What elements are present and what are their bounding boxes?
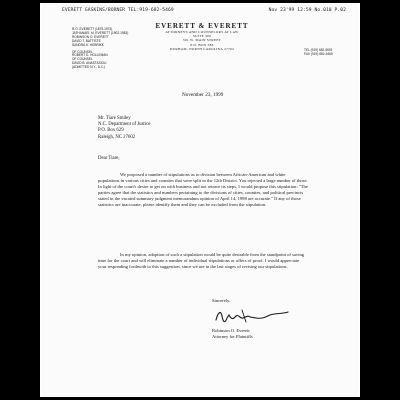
- signature-block: [212, 328, 253, 340]
- firm-po-box: P.O. BOX 586: [190, 42, 214, 47]
- recipient-line: Mr. Tiare Smiley: [98, 116, 131, 121]
- attorney-list: [72, 28, 134, 70]
- of-counsel-line: OF COUNSEL: [72, 57, 93, 62]
- signer-name: Robinson O. Everett: [212, 328, 250, 333]
- closing: Sincerely,: [212, 298, 231, 303]
- firm-fax: FAX (919) 682-5469: [304, 52, 333, 56]
- firm-phone: TEL (919) 682-5691: [304, 48, 333, 52]
- firm-contact: [304, 48, 352, 56]
- firm-city: DURHAM, NORTH CAROLINA 27702: [169, 46, 235, 51]
- firm-suite: SUITE 300: [192, 34, 212, 39]
- recipient-line: Raleigh, NC 27602: [98, 134, 136, 140]
- firm-name: EVERETT & EVERETT: [155, 22, 249, 30]
- recipient-line: N.C. Department of Justice: [98, 122, 151, 128]
- attorney-name: JATHANAEL M. EVERETT (1902-1953): [72, 30, 129, 35]
- fax-timestamp-line: Nov 23'99 12:59 No.010 P.02: [268, 8, 346, 13]
- of-counsel-line: (ADMITTED N.Y., D.C.): [72, 65, 106, 70]
- letter-date: November 23, 1999: [182, 92, 224, 98]
- firm-street: 301 W. MAIN STREET: [182, 38, 222, 43]
- of-counsel-line: OF COUNSEL: [72, 49, 93, 54]
- letterhead: [142, 22, 262, 51]
- recipient-address: [98, 116, 150, 141]
- handwritten-signature: [212, 306, 292, 328]
- body-paragraph: In my opinion, adoption of such a stipulation would be quite desirable from the standpoint of saving time for the court and will eliminate a number of individual stipulations or offers of proof. I would appreciate your responding forthwith to this suggestion, since we are in the last stages of revising our stipulations.: [98, 252, 305, 270]
- attorney-name: DAVID T. BATTISTE: [72, 38, 101, 43]
- firm-subtitle: ATTORNEYS AND COUNSELORS AT LAW: [165, 30, 239, 34]
- of-counsel-line: ROBERT D. HOLLEMAN: [72, 53, 108, 58]
- attorney-name: R.O. EVERETT (1879-1974): [72, 27, 113, 31]
- signer-title: Attorney for Plaintiffs: [212, 334, 253, 339]
- salutation: Dear Tiare,: [98, 156, 120, 161]
- of-counsel-line: DAVID B. ANASTASIOU: [72, 61, 107, 66]
- recipient-line: P.O. Box 629: [98, 128, 124, 134]
- attorney-name: SANDRA K. HEBRIKK: [72, 42, 104, 47]
- fax-transmission-header: [62, 8, 352, 13]
- body-paragraph: We proposed a number of stipulations as to division between African-American and white populations in various cities and counties that were split in the 12th District. You rejected a large number of those. In light of the court's desire to get on with business and not retrace its steps, I would propose this stipulation: "The parties agree that the statistics and numbers pertaining to the divisions of cities, counties, and political precincts stated in the vacated summary judgment memorandum opinion of April 14, 1998 are accurate." If any of those statistics are inaccurate, please identify them and they can be excluded from the stipulation.: [98, 172, 308, 208]
- attorney-name: ROBINSON O. EVERETT: [72, 34, 109, 39]
- fax-sender-line: EVERETT GASKINS/BORNER TEL:919-682-5469: [62, 8, 174, 13]
- fax-page: [42, 4, 358, 396]
